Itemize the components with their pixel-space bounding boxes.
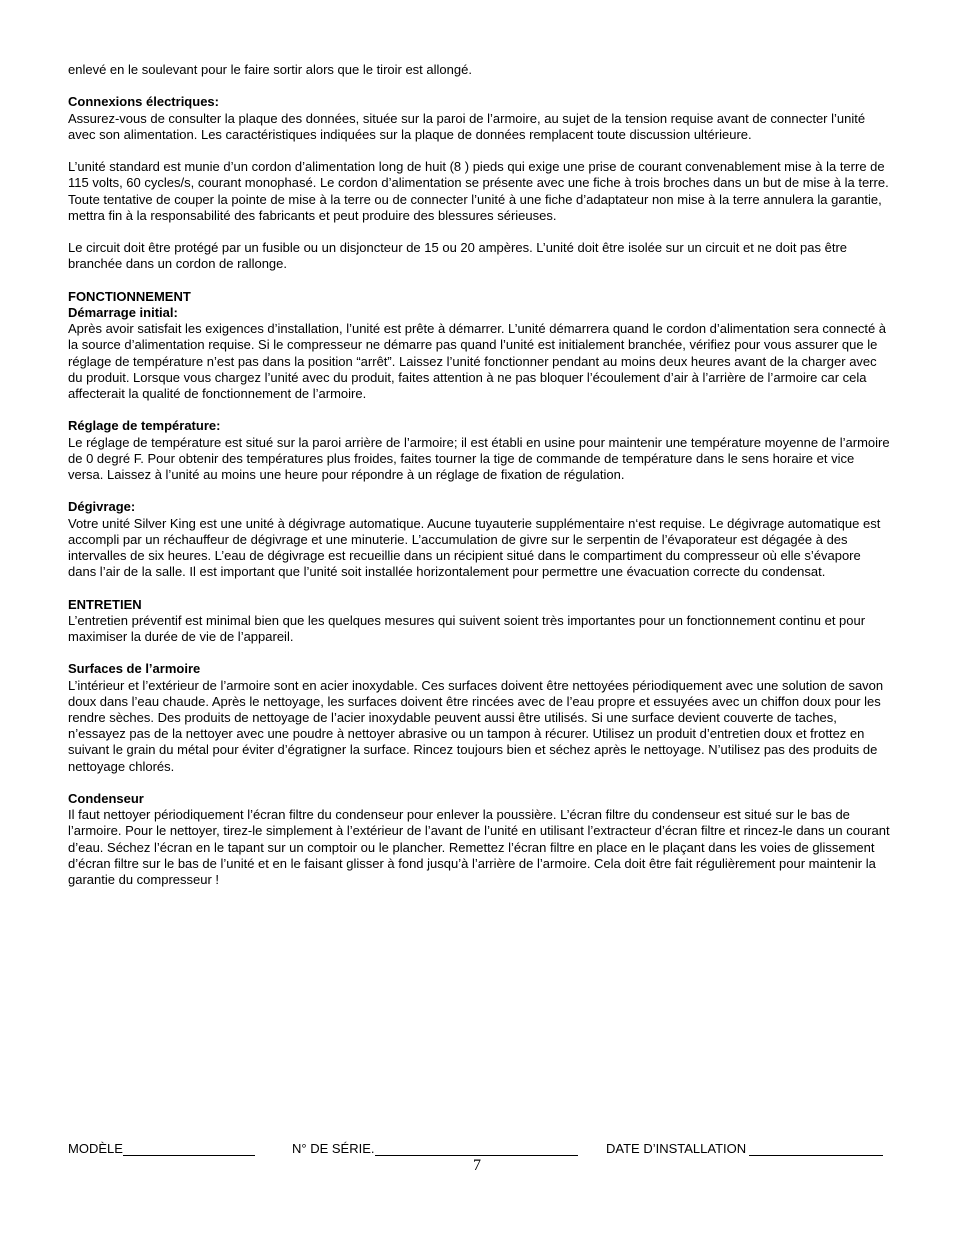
- connexions-paragraph-1: Assurez-vous de consulter la plaque des données, située sur la paroi de l’armoire, au sujet de la tension requise avant de connecter l’unité avec son alimentation. Les caractéristiques indiquées sur la plaque de données remplacent toute discussion ultérieure.: [68, 110, 866, 142]
- serie-field: [292, 1137, 578, 1156]
- demarrage-paragraph: Après avoir satisfait les exigences d’installation, l’unité est prête à démarrer. L’unité démarrera quand le cordon d’alimentation sera connecté à la source d’alimentation requise. Si le compresseur ne démarre pas quand l’unité est initialement branchée, vérifiez pour vous assurer que le réglage de température n’est pas dans la position “arrêt”. Laissez l’unité fonctionner pendant au moins deux heures avant de la charger avec du produit. Lorsque vous chargez l’unité avec du produit, faites attention à ne pas bloquer l’écoulement d’air à l’arrière de l’armoire car cela affecterait la qualité de fonctionnement de l’armoire.: [68, 321, 887, 401]
- reglage-paragraph: Le réglage de température est situé sur la paroi arrière de l’armoire; il est établi en usine pour maintenir une température moyenne de l’armoire de 0 degré F. Pour obtenir des températures plus froides, faites tourner la tige de commande de température dans le sens horaire et vice versa. Laissez à l’unité au moins une heure pour répondre à un réglage de fixation de régulation.: [68, 434, 890, 482]
- entretien-paragraph: L’entretien préventif est minimal bien que les quelques mesures qui suivent soient très importantes pour un fonctionnement continu et pour maximiser la durée de vie de l’appareil.: [68, 612, 866, 644]
- page-number: 7: [473, 1157, 481, 1174]
- date-label: DATE D’INSTALLATION: [606, 1141, 747, 1156]
- date-field: [606, 1137, 883, 1156]
- serie-label: N° DE SÉRIE.: [292, 1141, 375, 1156]
- connexions-paragraph-2: L’unité standard est munie d’un cordon d’alimentation long de huit (8 ) pieds qui exige une prise de courant convenablement mise à la terre de 115 volts, 60 cycles/s, courant monophasé. Le cordon d’alimentation se présente avec une fiche à trois broches dans un but de mise à la terre. Toute tentative de couper la pointe de mise à la terre ou de connecter l’unité à une fiche d’adaptateur non mise à la terre annulera la garantie, mettra fin à la responsabilité des fabricants et peut produire des blessures sérieuses.: [68, 159, 889, 223]
- reglage-heading: Réglage de température:: [68, 418, 221, 434]
- fonctionnement-heading: FONCTIONNEMENT: [68, 288, 191, 304]
- modele-label: MODÈLE: [68, 1141, 123, 1156]
- surfaces-heading: Surfaces de l’armoire: [68, 661, 201, 677]
- condenseur-heading: Condenseur: [68, 791, 144, 806]
- connexions-paragraph-3: Le circuit doit être protégé par un fusible ou un disjoncteur de 15 ou 20 ampères. L’unité doit être isolée sur un circuit et ne doit pas être branchée dans un cordon de rallonge.: [68, 240, 848, 272]
- modele-blank-line[interactable]: [123, 1137, 255, 1156]
- connexions-heading: Connexions électriques:: [68, 94, 219, 110]
- surfaces-paragraph: L’intérieur et l’extérieur de l’armoire sont en acier inoxydable. Ces surfaces doivent être nettoyées périodiquement avec une solution de savon doux dans l’eau chaude. Après le nettoyage, les surfaces doivent être rincées avec de l’eau propre et essuyées avec un chiffon doux pour les rendre sèches. Des produits de nettoyage de l’acier inoxydable peuvent aussi être utilisés. Si une surface devient couverte de taches, n’essayez pas de la nettoyer avec une poudre à nettoyer abrasive ou un tampon à récurer. Utilisez un produit d’entretien doux et frottez en suivant le grain du métal pour éviter d’égratigner la surface. Rincez toujours bien et séchez après le nettoyage. N’utilisez pas des produits de nettoyage chlorés.: [68, 677, 884, 774]
- degivrage-heading: Dégivrage:: [68, 499, 136, 515]
- intro-line: enlevé en le soulevant pour le faire sortir alors que le tiroir est allongé.: [68, 62, 472, 77]
- document-body: [68, 62, 890, 888]
- degivrage-paragraph: Votre unité Silver King est une unité à dégivrage automatique. Aucune tuyauterie supplémentaire n‘est requise. Le dégivrage automatique est accompli par un réchauffeur de dégivrage et une minuterie. L’accumulation de givre sur le serpentin de l’évaporateur est dégagée à des intervalles de six heures. L’eau de dégivrage est recueillie dans un récipient situé dans le compartiment du compresseur où elle s’évapore dans l’air de la salle. Il est important que l’unité soit installée horizontalement pour permettre une évacuation correcte du condensat.: [68, 515, 881, 580]
- serie-blank-line[interactable]: [375, 1137, 578, 1156]
- entretien-heading: ENTRETIEN: [68, 596, 142, 612]
- demarrage-heading: Démarrage initial:: [68, 304, 178, 320]
- modele-field: [68, 1137, 255, 1156]
- condenseur-paragraph: Il faut nettoyer périodiquement l’écran filtre du condenseur pour enlever la poussière. L’écran filtre du condenseur est situé sur le bas de l’armoire. Pour le nettoyer, tirez-le simplement à l’extérieur de l’avant de l’unité en utilisant l’extracteur d’écran filtre et rincez-le dans un courant d’eau. Séchez l’écran en le tapant sur un comptoir ou le plancher. Remettez l’écran filtre en place en le plaçant dans les voies de glissement d’écran filtre sur le bas de l’unité et en le faisant glisser à fond jusqu’à l’arrière de l’armoire. Cela doit être fait régulièrement pour maintenir la garantie du compresseur !: [68, 807, 890, 888]
- date-blank-line[interactable]: [749, 1137, 883, 1156]
- footer-form: [68, 1137, 898, 1159]
